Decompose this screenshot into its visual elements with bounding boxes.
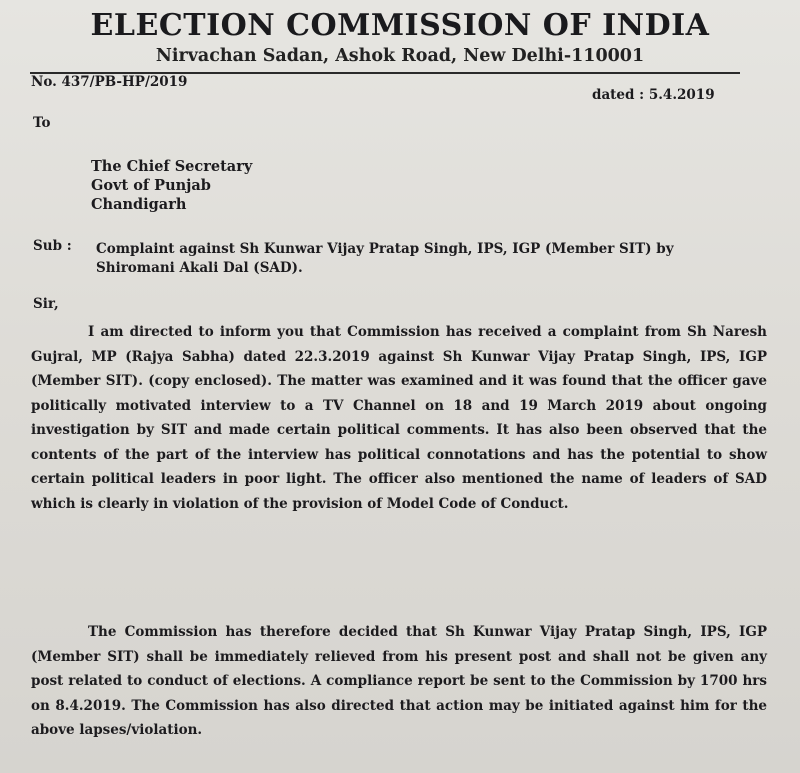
body-paragraph: The Commission has therefore decided that Sh Kunwar Vijay Pratap Singh, IPS, IGP (Member SIT) shall be immediately relieved from his present post and shall not be given any post related to conduct of elections. A compliance report be sent to the Commission by 1700 hrs on 8.4.2019. The Commission has also directed that action may be initiated against him for the above lapses/violation. bbox=[31, 624, 767, 738]
letter-date: dated : 5.4.2019 bbox=[592, 87, 715, 103]
addressee-block bbox=[91, 157, 252, 214]
body-paragraph: I am directed to inform you that Commission has received a complaint from Sh Naresh Gujral, MP (Rajya Sabha) dated 22.3.2019 against Sh Kunwar Vijay Pratap Singh, IPS, IGP (Member SIT). (copy enclosed). The matter was examined and it was found that the officer gave politically motivated interview to a TV Channel on 18 and 19 March 2019 about ongoing investigation by SIT and made certain political comments. It has also been observed that the contents of the part of the interview has political connotations and has the potential to show certain political leaders in poor light. The officer also mentioned the name of leaders of SAD which is clearly in violation of the provision of Model Code of Conduct. bbox=[31, 324, 767, 512]
addressee-line: Govt of Punjab bbox=[91, 177, 211, 194]
subject-text: Complaint against Sh Kunwar Vijay Pratap Singh, IPS, IGP (Member SIT) by Shiromani Akali Dal (SAD). bbox=[96, 241, 674, 276]
letterhead-address: Nirvachan Sadan, Ashok Road, New Delhi-110001 bbox=[155, 46, 645, 66]
reference-number: No. 437/PB-HP/2019 bbox=[31, 74, 188, 90]
subject-label: Sub : bbox=[33, 238, 72, 254]
addressee-line: The Chief Secretary bbox=[91, 158, 253, 175]
addressee-line: Chandigarh bbox=[91, 196, 187, 213]
to-label: To bbox=[33, 115, 51, 131]
salutation: Sir, bbox=[33, 296, 59, 312]
letterhead-title: ELECTION COMMISSION OF INDIA bbox=[90, 8, 710, 43]
